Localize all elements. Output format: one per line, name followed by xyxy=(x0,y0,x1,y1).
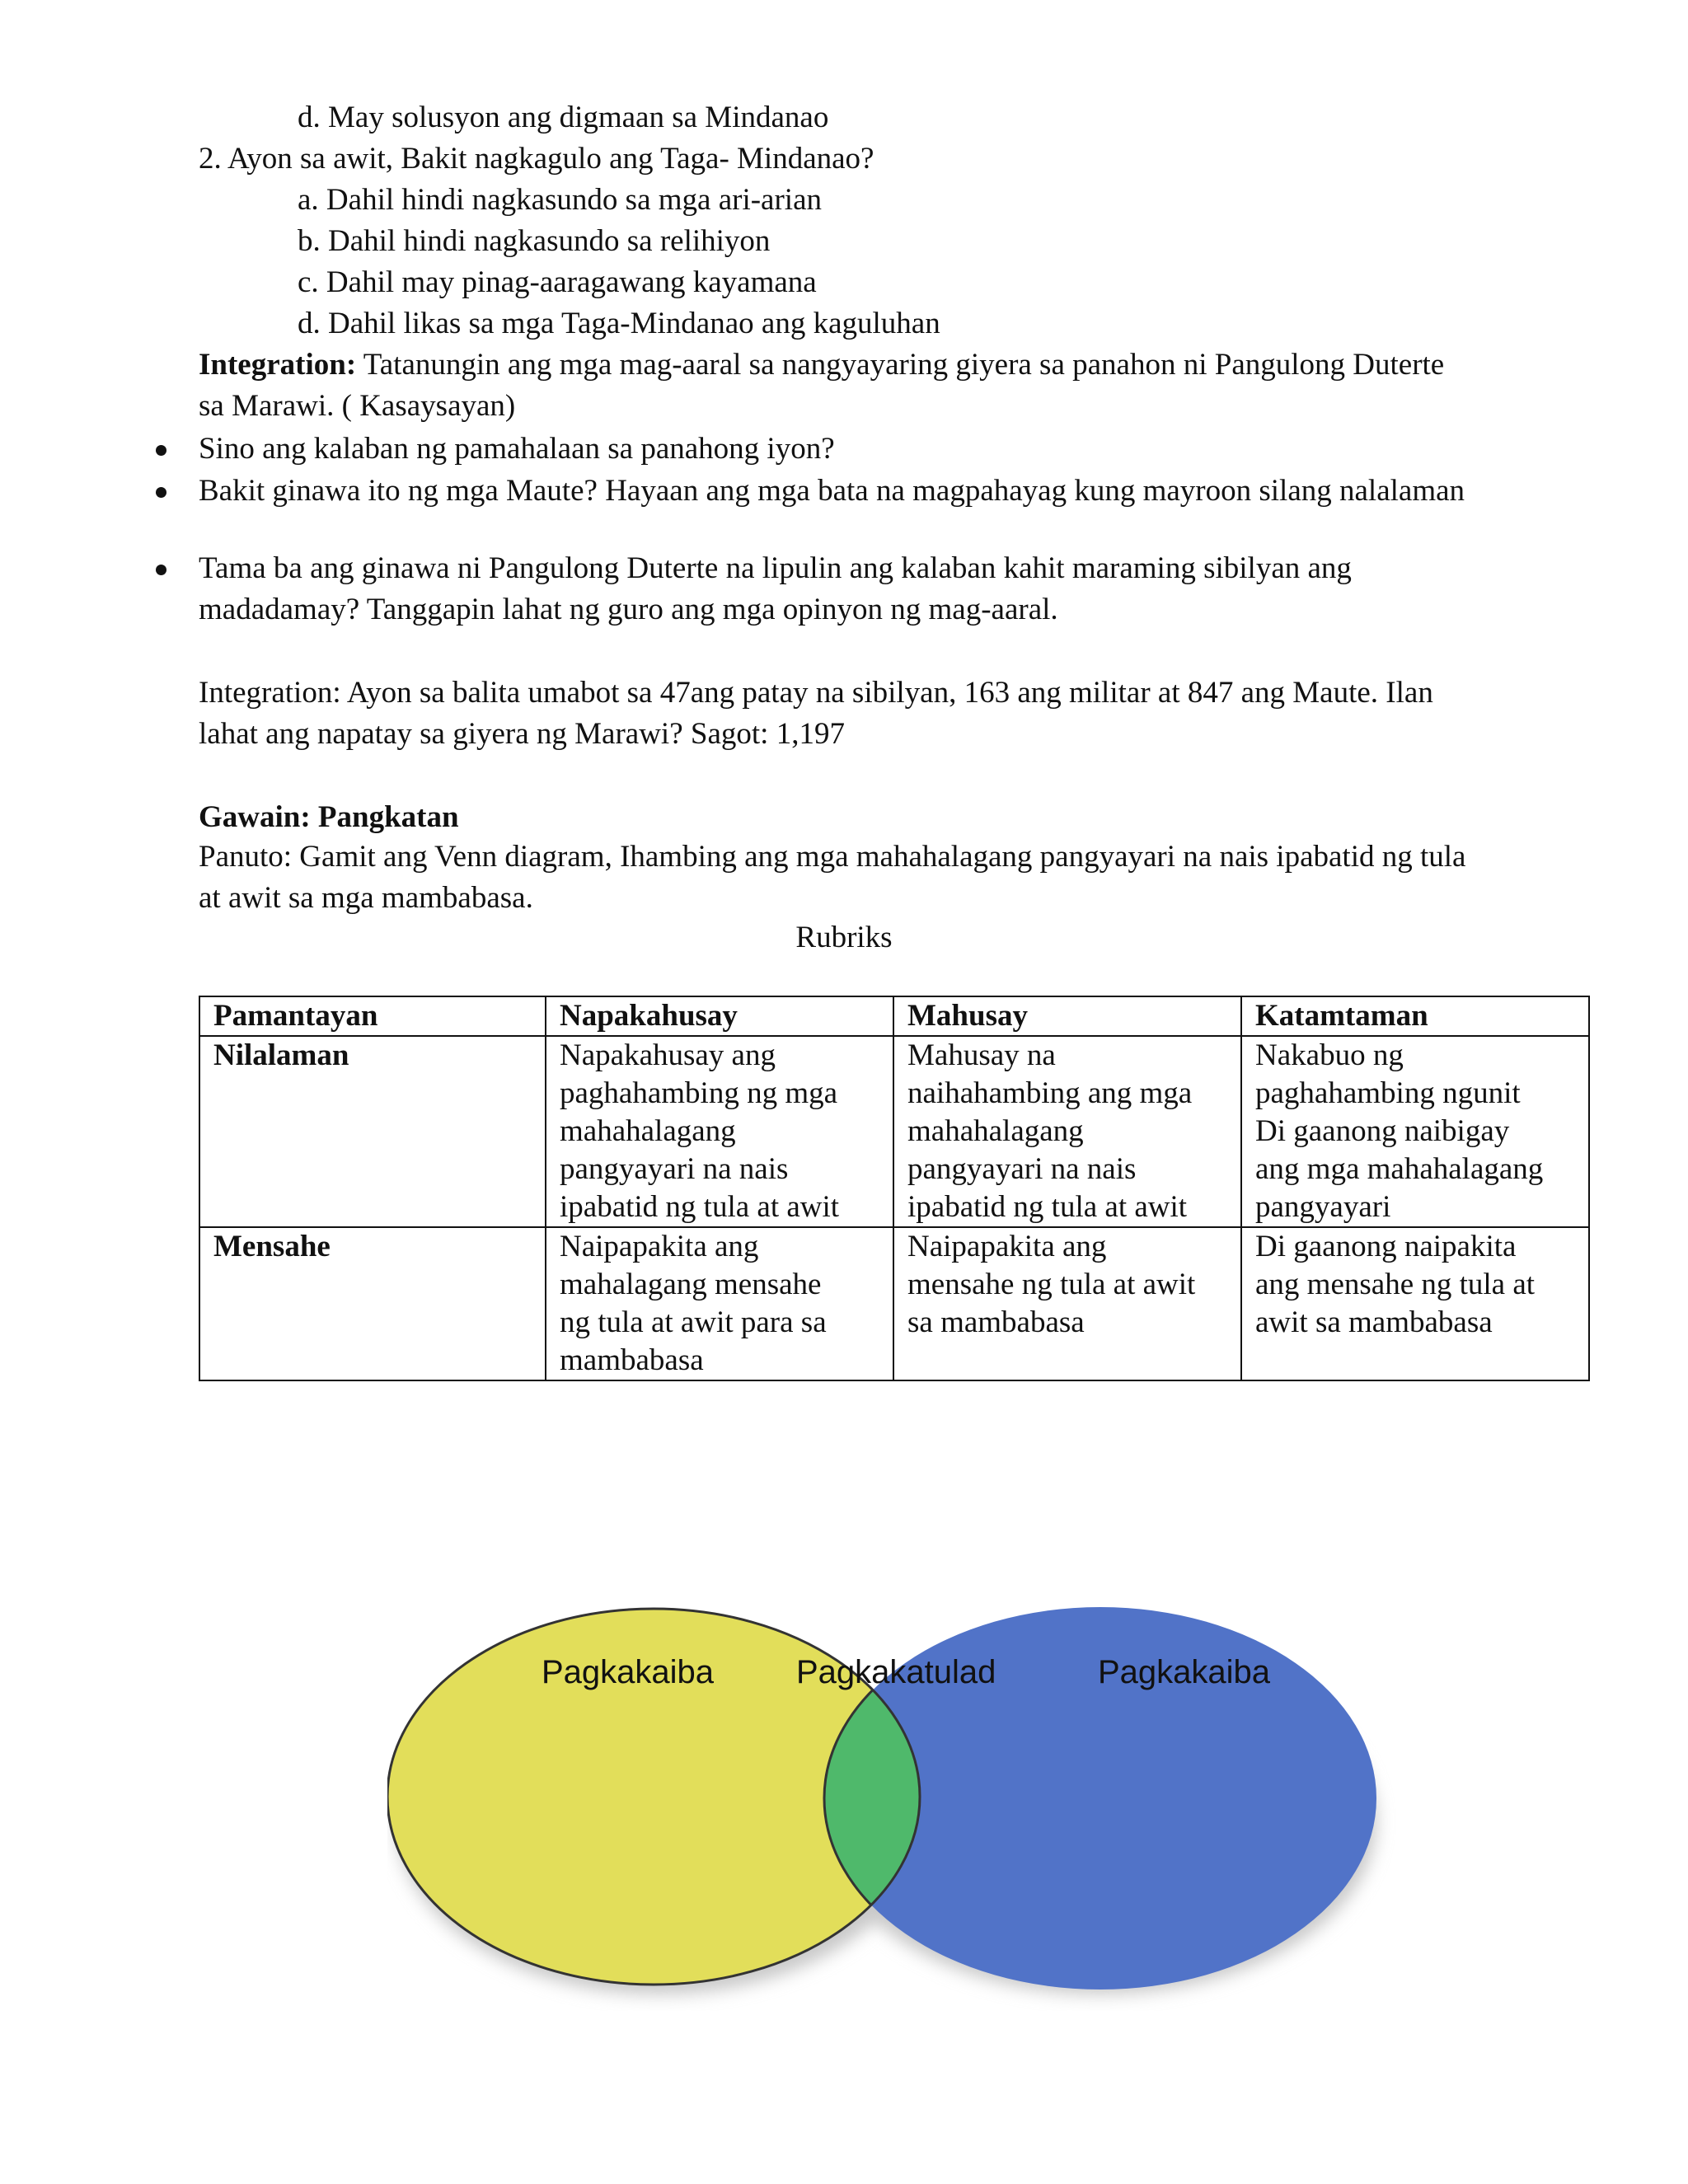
cell-line: ipabatid ng tula at awit xyxy=(560,1190,840,1224)
cell-line: pangyayari na nais xyxy=(560,1152,789,1186)
rubric-cell xyxy=(1241,1036,1589,1227)
integration-1-line-2: sa Marawi. ( Kasaysayan) xyxy=(199,389,516,423)
cell-line: sa mambabasa xyxy=(907,1305,1085,1339)
bullet-3-dot xyxy=(156,565,166,575)
bullet-2-text: Bakit ginawa ito ng mga Maute? Hayaan ang mga bata na magpahayag kung mayroon silang nalalaman xyxy=(199,474,1465,508)
rubric-cell xyxy=(893,1227,1241,1380)
bullet-3-text-line-1: Tama ba ang ginawa ni Pangulong Duterte na lipulin ang kalaban kahit maraming sibilyan ang xyxy=(199,551,1352,585)
venn-diagram xyxy=(387,1582,1409,2011)
panuto-line-1: Panuto: Gamit ang Venn diagram, Ihambing ang mga mahahalagang pangyayari na nais ipabatid ng tula xyxy=(199,840,1466,874)
q2-option-a: a. Dahil hindi nagkasundo sa mga ari-arian xyxy=(298,183,822,217)
venn-center-label: Pagkakatulad xyxy=(796,1654,996,1690)
rubric-title: Rubriks xyxy=(795,921,893,954)
cell-line: mambabasa xyxy=(560,1343,704,1377)
rubric-header-napakahusay: Napakahusay xyxy=(546,996,893,1036)
rubric-cell xyxy=(893,1036,1241,1227)
cell-line: ng tula at awit para sa xyxy=(560,1305,827,1339)
cell-line: Di gaanong naipakita xyxy=(1255,1230,1517,1263)
integration-2-line-1: Integration: Ayon sa balita umabot sa 47ang patay na sibilyan, 163 ang militar at 847 ang Maute. Ilan xyxy=(199,676,1433,710)
cell-line: ang mensahe ng tula at xyxy=(1255,1268,1536,1301)
cell-line: naihahambing ang mga xyxy=(907,1076,1193,1110)
cell-line: pangyayari na nais xyxy=(907,1152,1137,1186)
venn-left-label: Pagkakaiba xyxy=(542,1654,715,1690)
bullet-1-dot xyxy=(156,445,166,456)
cell-line: mahalagang mensahe xyxy=(560,1268,822,1301)
cell-line: Mahusay na xyxy=(907,1038,1056,1072)
q2-option-c: c. Dahil may pinag-aaragawang kayamana xyxy=(298,265,817,299)
cell-line: Napakahusay ang xyxy=(560,1038,776,1072)
cell-line: awit sa mambabasa xyxy=(1255,1305,1493,1339)
cell-line: paghahambing ng mga xyxy=(560,1076,838,1110)
rubric-header-katamtaman: Katamtaman xyxy=(1241,996,1589,1036)
cell-line: Naipapakita ang xyxy=(907,1230,1107,1263)
bullet-3-text-line-2: madadamay? Tanggapin lahat ng guro ang mga opinyon ng mag-aaral. xyxy=(199,593,1058,626)
venn-svg xyxy=(387,1582,1409,2011)
q1-option-d: d. May solusyon ang digmaan sa Mindanao xyxy=(298,101,829,134)
bullet-2-dot xyxy=(156,487,166,498)
cell-line: Di gaanong naibigay xyxy=(1255,1114,1510,1148)
rubric-header-row xyxy=(199,996,1589,1036)
rubric-header-pamantayan: Pamantayan xyxy=(199,996,546,1036)
integration-label: Integration: xyxy=(199,348,357,382)
rubric-cell xyxy=(546,1036,893,1227)
cell-line: mensahe ng tula at awit xyxy=(907,1268,1196,1301)
bullet-1-text: Sino ang kalaban ng pamahalaan sa panahong iyon? xyxy=(199,432,835,466)
gawain-title: Gawain: Pangkatan xyxy=(199,800,459,834)
rubric-row-mensahe xyxy=(199,1227,1589,1380)
rubric-cell xyxy=(1241,1227,1589,1380)
integration-1-text: Tatanungin ang mga mag-aaral sa nangyayaring giyera sa panahon ni Pangulong Duterte xyxy=(356,348,1445,382)
cell-line: mahahalagang xyxy=(560,1114,736,1148)
rubric-header-mahusay: Mahusay xyxy=(893,996,1241,1036)
cell-line: Nakabuo ng xyxy=(1255,1038,1404,1072)
rubric-cell xyxy=(546,1227,893,1380)
q2-question: 2. Ayon sa awit, Bakit nagkagulo ang Taga- Mindanao? xyxy=(199,142,874,176)
q2-option-b: b. Dahil hindi nagkasundo sa relihiyon xyxy=(298,224,771,258)
rubric-table xyxy=(199,996,1590,1381)
rubric-row-nilalaman xyxy=(199,1036,1589,1227)
cell-line: ang mga mahahalagang xyxy=(1255,1152,1544,1186)
cell-line: mahahalagang xyxy=(907,1114,1084,1148)
rubric-criterion: Mensahe xyxy=(199,1227,546,1380)
q2-option-d: d. Dahil likas sa mga Taga-Mindanao ang kaguluhan xyxy=(298,307,940,340)
cell-line: ipabatid ng tula at awit xyxy=(907,1190,1188,1224)
integration-2-line-2: lahat ang napatay sa giyera ng Marawi? Sagot: 1,197 xyxy=(199,717,845,751)
cell-line: paghahambing ngunit xyxy=(1255,1076,1521,1110)
panuto-line-2: at awit sa mga mambabasa. xyxy=(199,881,533,915)
venn-right-label: Pagkakaiba xyxy=(1098,1654,1271,1690)
cell-line: Naipapakita ang xyxy=(560,1230,759,1263)
cell-line: pangyayari xyxy=(1255,1190,1391,1224)
integration-1-line-1 xyxy=(199,344,1444,386)
rubric-criterion: Nilalaman xyxy=(199,1036,546,1227)
